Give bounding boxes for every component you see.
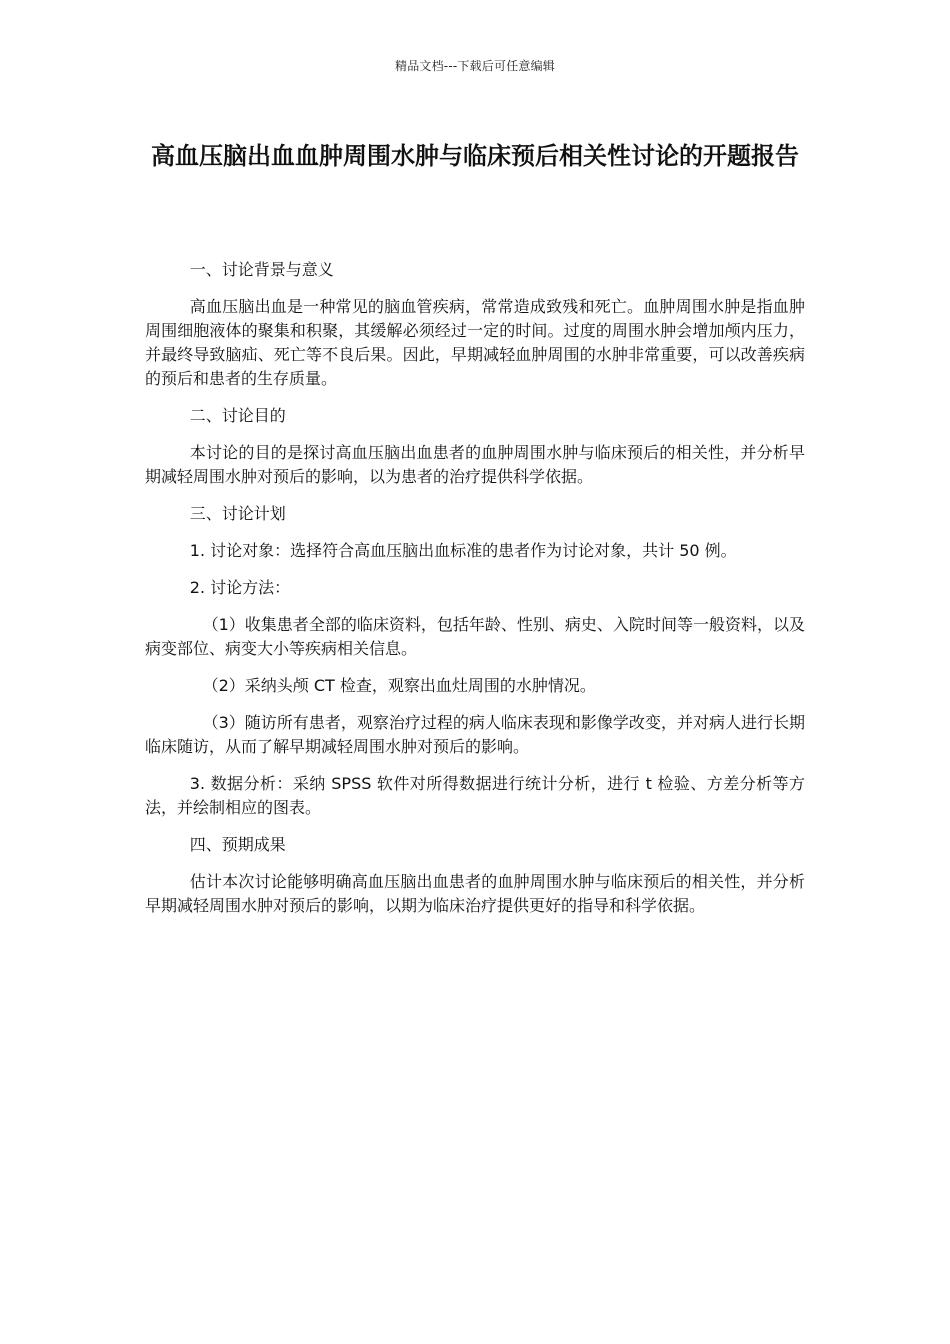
section-heading-plan: 三、讨论计划 — [189, 504, 286, 523]
header-note: 精品文档---下载后可任意编辑 — [395, 59, 555, 73]
plan-item-subjects: 1. 讨论对象：选择符合高血压脑出血标准的患者作为讨论对象，共计 50 例。 — [189, 541, 737, 560]
document-body — [145, 258, 805, 931]
plan-method-1: （1）收集患者全部的临床资料，包括年龄、性别、病史、入院时间等一般资料，以及病变部位、病变大小等疾病相关信息。 — [145, 615, 805, 658]
paragraph-outcomes: 估计本次讨论能够明确高血压脑出血患者的血肿周围水肿与临床预后的相关性，并分析早期减轻周围水肿对预后的影响，以期为临床治疗提供更好的指导和科学依据。 — [145, 872, 805, 915]
paragraph-purpose: 本讨论的目的是探讨高血压脑出血患者的血肿周围水肿与临床预后的相关性，并分析早期减轻周围水肿对预后的影响，以为患者的治疗提供科学依据。 — [145, 443, 805, 486]
section-heading-purpose: 二、讨论目的 — [189, 406, 286, 425]
document-title: 高血压脑出血血肿周围水肿与临床预后相关性讨论的开题报告 — [151, 142, 799, 170]
plan-item-analysis: 3. 数据分析：采纳 SPSS 软件对所得数据进行统计分析，进行 t 检验、方差分析等方法，并绘制相应的图表。 — [145, 774, 805, 817]
section-heading-outcomes: 四、预期成果 — [189, 835, 286, 854]
section-heading-background: 一、讨论背景与意义 — [189, 260, 334, 279]
paragraph-background: 高血压脑出血是一种常见的脑血管疾病，常常造成致残和死亡。血肿周围水肿是指血肿周围细胞液体的聚集和积聚，其缓解必须经过一定的时间。过度的周围水肿会增加颅内压力，并最终导致脑疝、死亡等不良后果。因此，早期减轻血肿周围的水肿非常重要，可以改善疾病的预后和患者的生存质量。 — [145, 297, 805, 388]
plan-method-3: （3）随访所有患者，观察治疗过程的病人临床表现和影像学改变，并对病人进行长期临床随访，从而了解早期减轻周围水肿对预后的影响。 — [145, 713, 805, 756]
plan-method-2: （2）采纳头颅 CT 检查，观察出血灶周围的水肿情况。 — [202, 676, 596, 695]
plan-item-methods: 2. 讨论方法： — [189, 578, 291, 597]
